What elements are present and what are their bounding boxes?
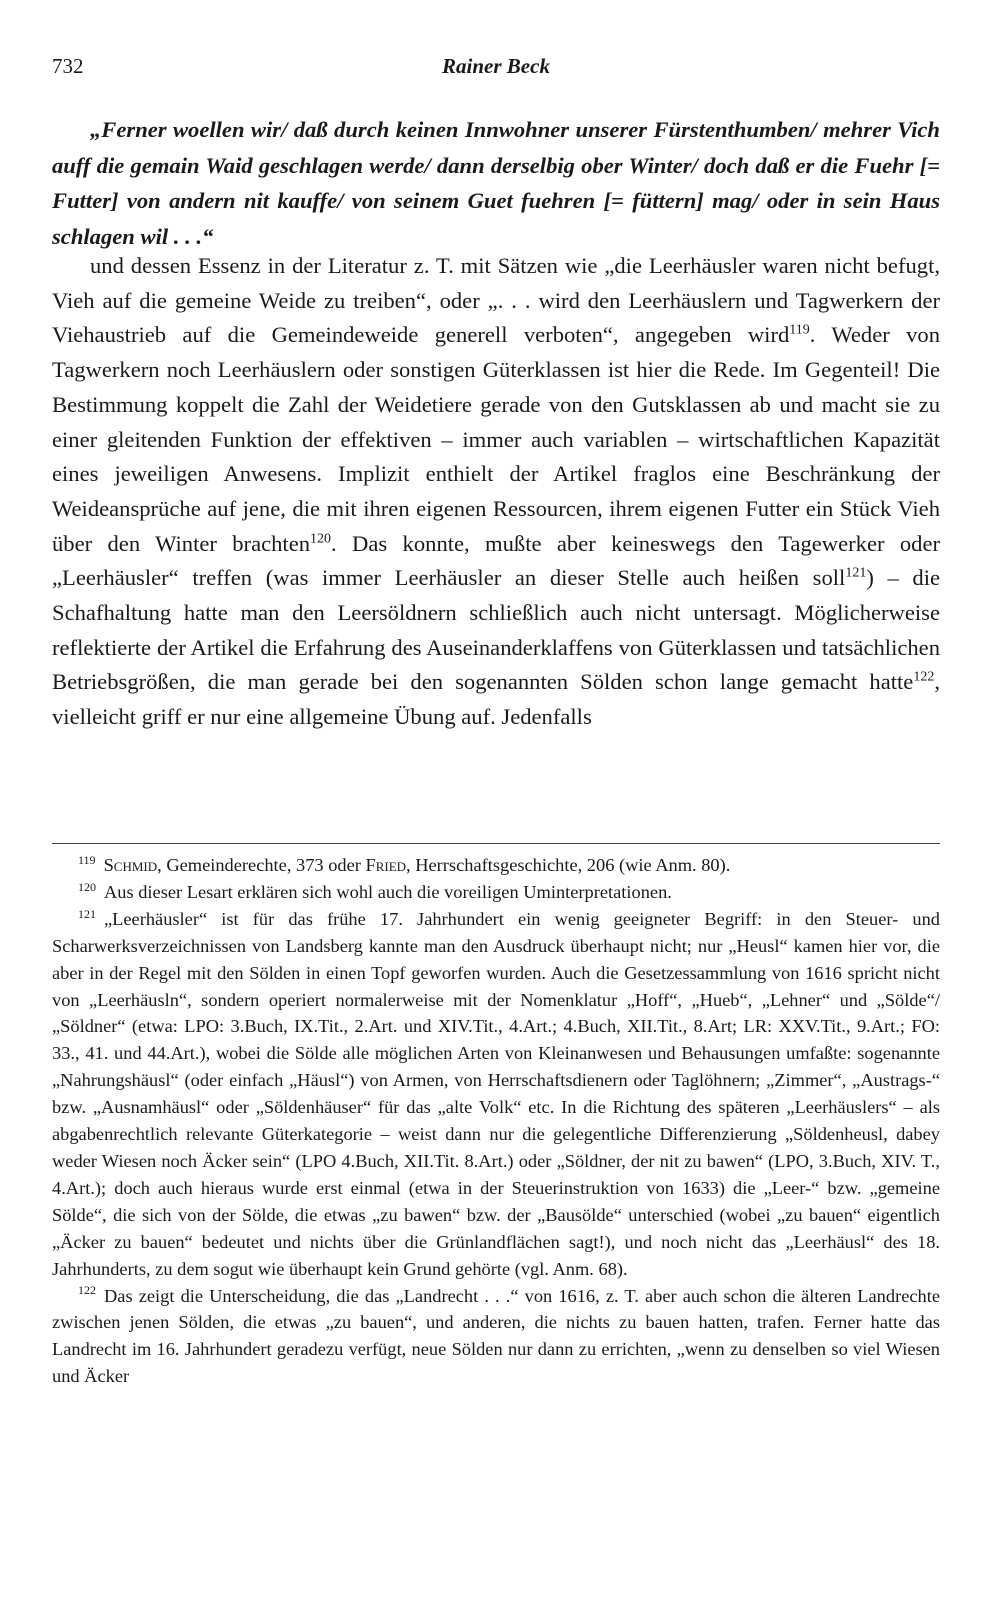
footnote-separator	[52, 843, 940, 844]
footnote-text: , Gemeinderechte, 373 oder	[157, 855, 366, 875]
footnote-ref: 121	[845, 565, 867, 581]
footnote-text: Das zeigt die Unterscheidung, die das „Landrecht . . .“ von 1616, z. T. aber auch schon die älteren Landrechte zwischen jenen Sölden, die etwas „zu bauen“, und anderen, die nichts zu bauen hatten, trafen. Ferner hatte das Landrecht im 16. Jahrhundert geradezu verfügt, neue Sölden nur dann zu errichten, „wenn zu denselben so viel Wiesen und Äcker	[52, 1285, 940, 1387]
author-name: Fried	[365, 855, 407, 875]
body-text-segment: . Das konnte, mußte aber keineswegs den Tagewerker oder „Leerhäusler“ treffen (was immer Leerhäusler an dieser Stelle auch heißen soll	[52, 530, 941, 591]
footnote-119	[52, 852, 940, 879]
running-head: Rainer Beck	[442, 54, 550, 78]
footnotes	[52, 852, 940, 1390]
page-number: 732	[52, 54, 84, 78]
footnote-number: 122	[78, 1283, 96, 1298]
footnote-text: , Herrschaftsgeschichte, 206 (wie Anm. 80).	[406, 855, 731, 875]
body-text-segment: und dessen Essenz in der Literatur z. T. mit Sätzen wie „die Leerhäusler waren nicht befugt, Vieh auf die gemeine Weide zu treiben“, oder „. . . wird den Leerhäuslern und Tagwerkern der Viehaustrieb auf die Gemeindeweide generell verboten“, angegeben wird	[52, 253, 940, 348]
body-text-segment: , vielleicht griff er nur eine allgemeine Übung auf. Jedenfalls	[52, 669, 940, 730]
footnote-ref: 119	[789, 322, 810, 338]
footnote-number: 120	[78, 879, 96, 894]
footnote-text: „Leerhäusler“ ist für das frühe 17. Jahrhundert ein wenig geeigneter Begriff: in den Steuer- und Scharwerksverzeichnissen von Landsberg kannte man den Ausdruck überhaupt nicht; nur „Heusl“ kamen hier vor, die aber in der Regel mit den Sölden in einen Topf geworfen wurden. Auch die Gesetzessammlung von 1616 spricht nicht von „Leerhäusln“, sondern operiert normalerweise mit der Nomenklatur „Hoff“, „Hueb“, „Lehner“ und „Sölde“/„Söldner“ (etwa: LPO: 3.Buch, IX.Tit., 2.Art. und XIV.Tit., 4.Art.; 4.Buch, XII.Tit., 8.Art; LR: XXV.Tit., 9.Art.; FO: 33., 41. und 44.Art.), wobei die Sölde alle möglichen Arten von Kleinanwesen und Behausungen umfaßte: sogenannte „Nahrungshäusl“ (oder einfach „Häusl“) von Armen, von Herrschaftsdienern oder Taglöhnern; „Zimmer“, „Austrags-“ bzw. „Ausnamhäusl“ oder „Söldenhäuser“ für das „alte Volk“ etc. In die Richtung des späteren „Leerhäuslers“ – als abgabenrechtlich relevante Güterkategorie – weist dann nur die gelegentliche Differenzierung „Söldenheusl, dabey weder Wiesen noch Äcker sein“ (LPO 4.Buch, XII.Tit. 8.Art.) oder „Söldner, der nit zu bawen“ (LPO, 3.Buch, XIV. T., 4.Art.); doch auch hieraus wurde erst einmal (etwa in der Steuerinstruktion von 1633) die „Leer-“ bzw. „gemeine Sölde“, die sich von der Sölde, die etwas „zu bawen“ bzw. der „Bausölde“ unterschied (wobei „zu bauen“ eigentlich „Äcker zu bauen“ bedeutet und nichts über die Grünlandflächen sagt!), und noch nicht das „Leerhäusl“ des 18. Jahrhunderts, zu dem sogut wie überhaupt kein Grund gehörte (vgl. Anm. 68).	[52, 908, 940, 1279]
footnote-number: 121	[78, 906, 96, 921]
body-text-segment: . Weder von Tagwerkern noch Leerhäuslern oder sonstigen Güterklassen ist hier die Rede. Im Gegenteil! Die Bestimmung koppelt die Zahl der Weidetiere gerade von den Gutsklassen ab und macht sie zu einer gleitenden Funktion der effektiven – immer auch variablen – wirtschaftlichen Kapazität eines jeweiligen Anwesens. Implizit enthielt der Artikel fraglos eine Beschränkung der Weideansprüche auf jene, die mit ihren eigenen Ressourcen, ihrem eigenen Futter ein Stück Vieh über den Winter brachten	[52, 322, 940, 556]
author-name: Schmid	[103, 855, 158, 875]
body-text-segment: ) – die Schafhaltung hatte man den Leersöldnern schließlich auch nicht untersagt. Möglicherweise reflektierte der Artikel die Erfahrung des Auseinanderklaffens von Güterklassen und tatsächlichen Betriebsgrößen, die man gerade bei den sogenannten Sölden schon lange gemacht hatte	[52, 565, 940, 695]
body-paragraph	[52, 249, 940, 735]
footnote-120	[52, 879, 940, 906]
footnote-122	[52, 1283, 940, 1391]
page-header	[52, 54, 940, 84]
footnote-number: 119	[78, 852, 96, 867]
footnote-121	[52, 906, 940, 1283]
footnote-ref: 122	[913, 669, 935, 685]
footnote-text: Aus dieser Lesart erklären sich wohl auch die voreiligen Uminterpretationen.	[104, 881, 672, 902]
footnote-ref: 120	[310, 531, 332, 547]
block-quote: „Ferner woellen wir/ daß durch keinen Innwohner unserer Fürstenthumben/ mehrer Vich auff die gemain Waid geschlagen werde/ dann derselbig ober Winter/ doch daß er die Fuehr [= Futter] von andern nit kauffe/ von seinem Guet fuehren [= füttern] mag/ oder in sein Haus schlagen wil . . .“	[52, 117, 940, 249]
